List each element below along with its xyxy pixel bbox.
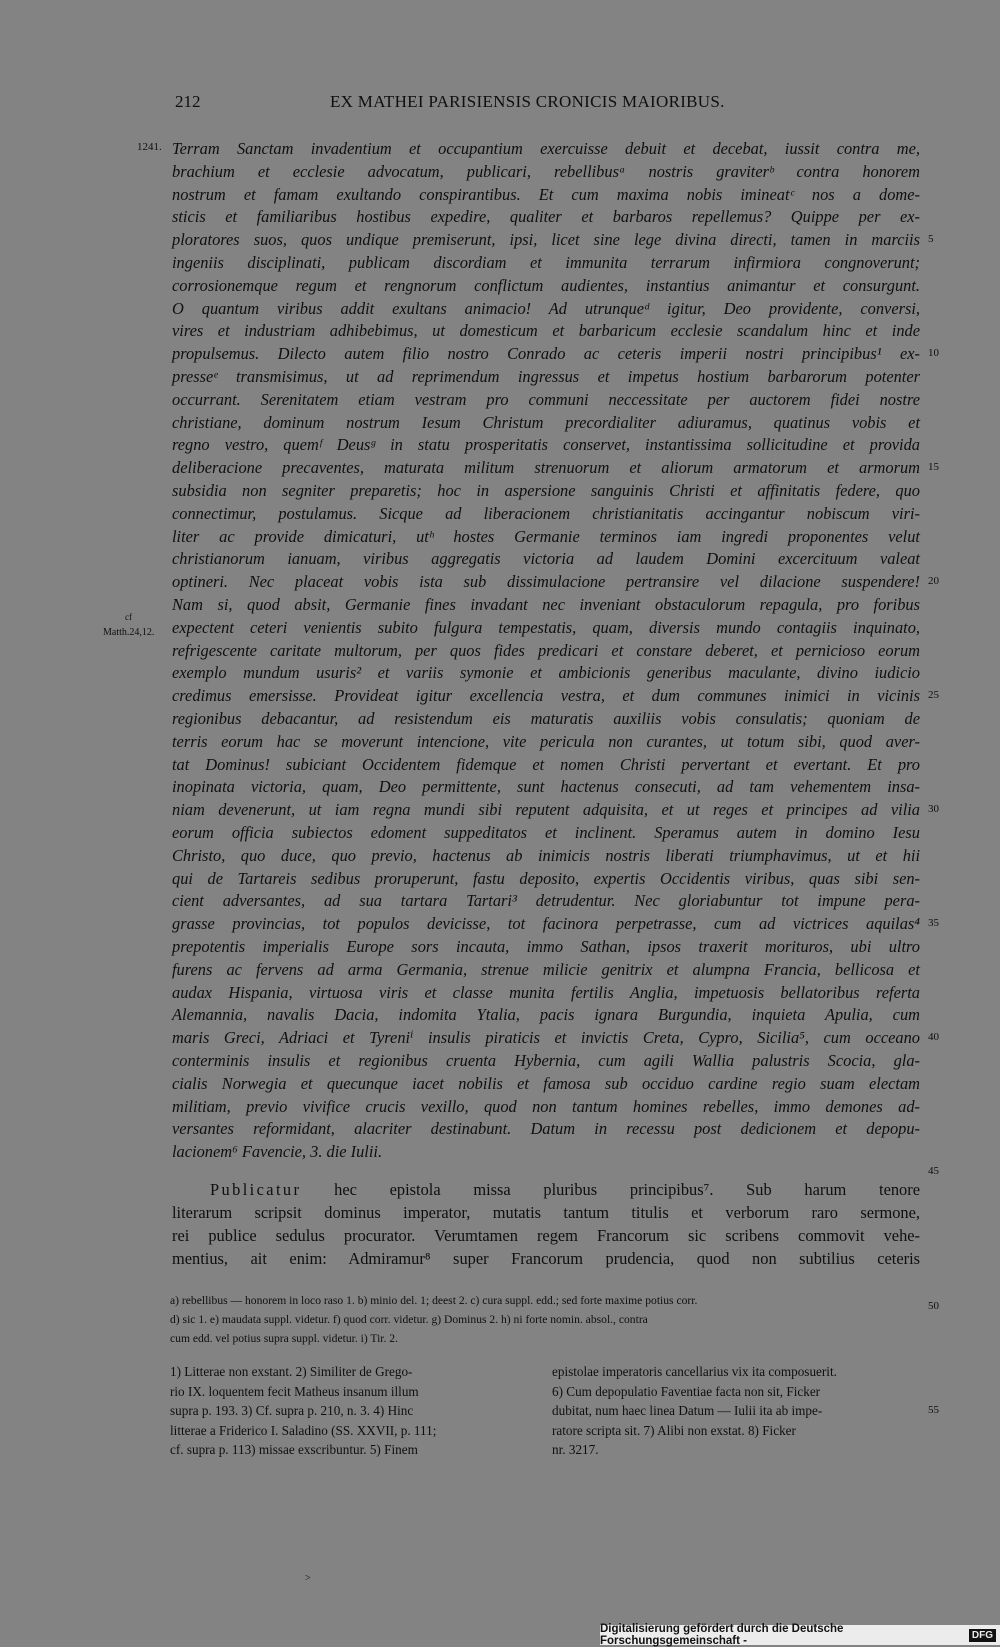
- text-line: regionibus debacantur, ad resistendum eis maturatis auxiliis vobis consulatis; quoniam de: [172, 709, 920, 728]
- text-line: ingeniis disciplinati, publicam discordiam et immunita terrarum infirmiora congnoverunt;: [172, 253, 920, 272]
- text-line: expectent ceteri venientis subito fulgura tempestatis, quam, diversis mundo contagiis inquinato,: [172, 617, 920, 637]
- text-line: tat Dominus! subiciant Occidentem fidemque et nomen Christi pervertant et evertant. Et pro: [172, 754, 920, 774]
- critical-note: a) rebellibus — honorem in loco raso 1. b) minio del. 1; deest 2. c) cura suppl. edd.; sed forte maxime potius corr.: [170, 1294, 698, 1307]
- text-line: brachium et ecclesie advocatum, publicari, rebellibusᵃ nostris graviterᵇ contra honorem: [172, 161, 920, 181]
- footnote-line: supra p. 193. 3) Cf. supra p. 210, n. 3. 4) Hinc: [170, 1403, 414, 1418]
- text-line: prepotentis imperialis Europe sors incauta, immo Sathan, ipsos traxerit morituros, ubi ultro: [172, 937, 920, 956]
- text-line: inopinata victoria, quam, Deo permittente, sunt hactenus consecuti, ad tam vehementem insa-: [172, 777, 920, 797]
- roman-line-4: mentius, ait enim: Admiramur⁸ super Francorum prudencia, quod non subtilius ceteris: [172, 1249, 920, 1268]
- footnote-line: cf. supra p. 113) missae exscribuntur. 5) Finem: [170, 1442, 418, 1457]
- text-line: credimus emersisse. Provideat igitur excellencia vestra, et dum communes inimici in vicinis: [172, 686, 920, 706]
- text-line: Nam si, quod absit, Germanie fines invadant nec inveniant obstaculorum repagula, pro foribus: [172, 595, 920, 614]
- text-line: corrosionemque regum et rengnorum conflictum audientes, instantius animantur et consurgunt.: [172, 275, 920, 295]
- margin-year: 1241.: [137, 141, 162, 153]
- footnotes-left: [170, 1362, 436, 1460]
- text-line: Christo, quo duce, quo previo, hactenus ab inimicis nostris liberati triumphavimus, ut et hii: [172, 845, 920, 865]
- dfg-banner: [600, 1625, 1000, 1645]
- footnote-line: 1) Litterae non exstant. 2) Similiter de Grego-: [170, 1364, 413, 1379]
- footnote-line: 6) Cum depopulatio Faventiae facta non sit, Ficker: [552, 1383, 821, 1399]
- text-line: presseᵉ transmisimus, ut ad reprimendum ingressus et impetus hostium barbarorum potenter: [172, 367, 920, 386]
- text-line: maris Greci, Adriaci et Tyreniⁱ insulis piraticis et invictis Creta, Cypro, Sicilia⁵, cum occeano: [172, 1028, 920, 1048]
- text-line: conterminis insulis et regionibus cruenta Hybernia, cum agili Wallia palustris Scocia, gla-: [172, 1051, 920, 1070]
- critical-note: d) sic 1. e) maudata suppl. videtur. f) quod corr. videtur. g) Dominus 2. h) ni forte nomin. absol., contra: [170, 1313, 648, 1326]
- footnote-line: rio IX. loquentem fecit Matheus insanum illum: [170, 1383, 419, 1399]
- dfg-logo: DFG: [969, 1629, 996, 1642]
- text-line: occurrant. Serenitatem etiam vestram pro communi neccessitate per auctorem fidei nostre: [172, 389, 920, 409]
- line-number: 35: [928, 917, 939, 930]
- text-line: eorum officia subiectos edoment suppeditatos et inclinent. Speramus autem in domino Iesu: [172, 823, 920, 842]
- line-number: 40: [928, 1031, 939, 1044]
- text-line: liter ac provide dimicaturi, utʰ hostes Germanie terminos iam ingredi proponentes velut: [172, 526, 920, 546]
- text-line: subsidia non segniter preparetis; hoc in aspersione sanguinis Christi et affinitatis federe, quo: [172, 481, 920, 500]
- line-number: 55: [928, 1404, 939, 1416]
- banner-text: Digitalisierung gefördert durch die Deutsche Forschungsgemeinschaft -: [600, 1623, 844, 1647]
- line-number: 15: [928, 461, 939, 474]
- text-line: connectimur, postulamus. Sicque ad liberacionem christianitatis accingantur nobiscum viri-: [172, 503, 920, 523]
- roman-line-2: literarum scripsit dominus imperator, mutatis tantum titulis et verborum raro sermone,: [172, 1203, 920, 1222]
- line-number: 45: [928, 1165, 939, 1177]
- footnote-line: dubitat, num haec linea Datum — Iulii ita ab impe-: [552, 1403, 823, 1418]
- text-line: Alemannia, navalis Dacia, indomita Ytalia, pacis ignara Burgundia, inquieta Apulia, cum: [172, 1005, 920, 1025]
- line-number: 5: [928, 233, 934, 246]
- line-number: 25: [928, 689, 939, 702]
- footnote-line: nr. 3217.: [552, 1442, 599, 1457]
- text-line: niam devenerunt, ut iam regna mundi sibi reputent adquisita, et ut reges et principes ad vilia: [172, 800, 920, 820]
- text-line: regno vestro, quemᶠ Deusᵍ in statu prosperitatis conservet, instantissima sollicitudine et provida: [172, 435, 920, 455]
- margin-ref-cite: Matth.24,12.: [103, 627, 155, 638]
- page-number: 212: [175, 92, 201, 111]
- text-line: optineri. Nec placeat vobis ista sub dissimulacione pertransire vel dilacione suspendere!: [172, 572, 920, 592]
- text-line: propulsemus. Dilecto autem filio nostro Conrado ac ceteris imperii nostri principibus¹ ex-: [172, 344, 920, 364]
- footnote-line: ratore scripta sit. 7) Alibi non exstat. 8) Ficker: [552, 1422, 796, 1438]
- text-line: terris eorum hac se moverunt intencione, vite pericula non curantes, ut totum sibi, quod aver-: [172, 731, 920, 751]
- text-line: cient adversantes, ad sua tartara Tartari³ detrudentur. Nec gloriabuntur tot impune pera-: [172, 891, 920, 911]
- text-line: audax Hispania, virtuosa viris et classe munita fertilis Anglia, impetuosis bellatoribus referta: [172, 982, 920, 1002]
- line-number: 50: [928, 1300, 939, 1312]
- line-number: 20: [928, 575, 939, 588]
- text-line: sticis et familiaribus hostibus expedire, qualiter et barbaros repellemus? Quippe per ex-: [172, 207, 920, 227]
- roman-line-3: rei publice sedulus procurator. Verumtamen regem Francorum sic scribens commovit vehe-: [172, 1226, 920, 1245]
- critical-note: cum edd. vel potius supra suppl. videtur. i) Tir. 2.: [170, 1332, 399, 1345]
- text-line: Terram Sanctam invadentium et occupantium exercuisse debuit et decebat, iussit contra me,: [172, 139, 920, 158]
- text-line: refrigescente caritate multorum, per quos fides predicari et constare deberet, et pernicioso eorum: [172, 640, 920, 660]
- margin-ref-cf: cf: [125, 612, 132, 622]
- text-line: lacionem⁶ Favencie, 3. die Iulii.: [172, 1142, 383, 1162]
- running-title: EX MATHEI PARISIENSIS CRONICIS MAIORIBUS.: [330, 92, 725, 111]
- line-number: 30: [928, 803, 939, 816]
- continuation-first-line: [210, 1179, 920, 1202]
- text-line: militiam, previo vivifice crucis vexillo, quod non tantum homines rebelles, immo demones ad-: [172, 1096, 920, 1116]
- text-line: qui de Tartareis sedibus proruperunt, fastu deposito, expertis Occidentis viribus, quas sibi sen-: [172, 868, 920, 888]
- text-line: vires et industriam adhibebimus, ut domesticum et barbaricum ecclesie scandalum hinc et inde: [172, 321, 920, 341]
- text-line: grasse provincias, tot populos devicisse, tot facinora perpetrasse, cum ad victrices aquilas⁴: [172, 914, 920, 934]
- lead-word: Publicatur: [210, 1180, 302, 1199]
- text-line: exemplo mundum usuris² et variis symonie et ambicionis generibus maculante, divino iudicio: [172, 663, 920, 683]
- footnote-line: litterae a Friderico I. Saladino (SS. XXVII, p. 111;: [170, 1422, 437, 1438]
- footnote-line: epistolae imperatoris cancellarius vix ita composuerit.: [552, 1364, 837, 1379]
- text-line: versantes reformidant, alacriter destinabunt. Datum in recessu post dedicionem et depopu-: [172, 1119, 920, 1139]
- line-number: 10: [928, 347, 939, 360]
- text-line: christianorum ianuam, viribus aggregatis victoria ad laudem Domini excercituum valeat: [172, 549, 920, 569]
- text-line: cialis Norwegia et quecunque iacet nobilis et famosa sub occiduo cardine regio suam electam: [172, 1073, 920, 1093]
- text-line: christiane, dominum nostrum Iesum Christum precordialiter adiuramus, quatinus vobis et: [172, 412, 920, 432]
- text-line: O quantum viribus addit exultans animacio! Ad utrunqueᵈ igitur, Deo providente, conversi,: [172, 298, 920, 318]
- text-line: furens ac fervens ad arma Germania, strenue milicie genitrix et alumpna Francia, bellicosa et: [172, 959, 920, 979]
- critical-apparatus: [170, 1291, 930, 1348]
- roman-line-1: hec epistola missa pluribus principibus⁷. Sub harum tenore: [334, 1180, 920, 1199]
- text-line: ploratores suos, quos undique premiserunt, ipsi, licet sine lege divina directi, tamen in marciis: [172, 230, 920, 250]
- text-line: deliberacione precaventes, maturata militum strenuorum et aliorum armatorum et armorum: [172, 458, 920, 478]
- footnotes-right: [552, 1362, 837, 1460]
- scan-marker: >: [305, 1573, 311, 1584]
- text-line: nostrum et famam exultando conspirantibus. Et cum maxima nobis imineatᶜ nos a dome-: [172, 184, 920, 204]
